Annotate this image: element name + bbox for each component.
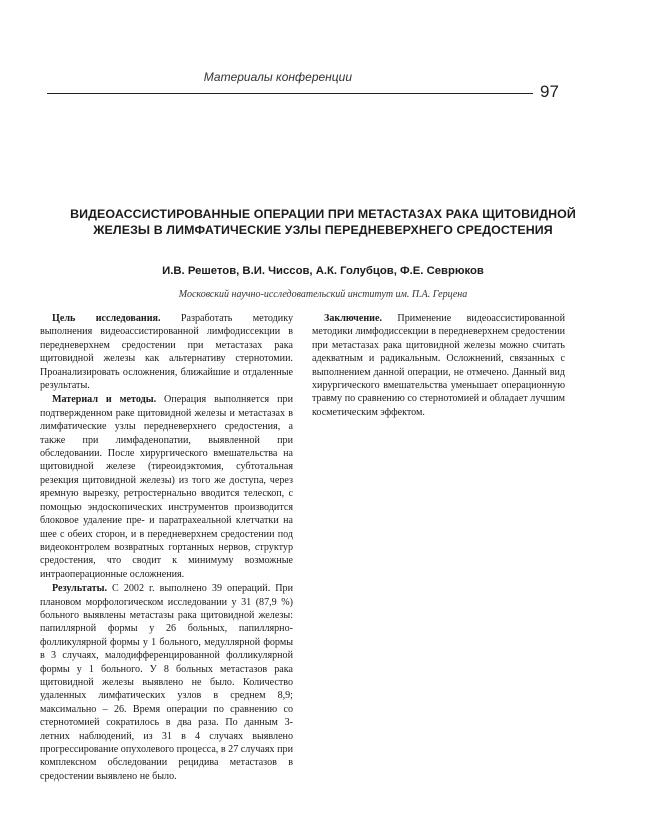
paragraph-results-text: С 2002 г. выполнено 39 операций. При плановом морфологическом исследовании у 31 (87,9 %) больного выявлены метастазы рака щитовидной железы: папиллярной формы у 26 больных, папиллярно-фолликулярной формы у 1 больного, медуллярной формы в 3 случаях, малодифференцированной фолликулярной формы у 1 больного. У 8 больных метастазов рака щитовидной железы выявлено не было. Количество удаленных лимфатических узлов в среднем 8,9; максимально – 26. Время операции по сравнению со стернотомией сократилось в два раза. По данным 3-летних наблюдений, из 31 в 4 случаях выявлено прогрессирование опухолевого процесса, в 27 случаях при комплексном обследовании рецидива метастазов в средостении выявлено не было. — [40, 583, 293, 782]
paragraph-conclusion — [312, 312, 565, 419]
paragraph-objective-text: Разработать методику выполнения видеоассистированной лимфодиссекции в передневерхнем средостении при метастазах рака щитовидной железы как альтернативу стернотомии. Проанализировать осложнения, ближайшие и отдаленные результаты. — [40, 313, 293, 392]
paragraph-results-heading: Результаты. — [52, 583, 107, 595]
body-column-right — [312, 312, 565, 420]
paragraph-objective-heading: Цель исследования. — [52, 313, 161, 324]
article-title-line-1: ВИДЕОАССИСТИРОВАННЫЕ ОПЕРАЦИИ ПРИ МЕТАСТАЗАХ РАКА ЩИТОВИДНОЙ — [70, 207, 576, 221]
page-number: 97 — [540, 82, 559, 101]
article-title-line-2: ЖЕЛЕЗЫ В ЛИМФАТИЧЕСКИЕ УЗЛЫ ПЕРЕДНЕВЕРХНЕГО СРЕДОСТЕНИЯ — [93, 223, 553, 237]
header-rule — [47, 93, 533, 94]
body-column-left — [40, 312, 293, 784]
article-authors: И.В. Решетов, В.И. Чиссов, А.К. Голубцов, Ф.Е. Севрюков — [162, 265, 484, 277]
article-affiliation: Московский научно-исследовательский институт им. П.А. Герцена — [178, 289, 468, 300]
paragraph-methods — [40, 393, 293, 581]
running-header-title: Материалы конференции — [203, 70, 352, 84]
running-header — [0, 70, 528, 84]
paragraph-conclusion-heading: Заключение. — [324, 313, 382, 324]
paragraph-methods-heading: Материал и методы. — [52, 394, 157, 406]
paragraph-objective — [40, 312, 293, 392]
article-title — [40, 206, 606, 238]
paragraph-methods-text: Операция выполняется при подтвержденном раке щитовидной железы и метастазах в лимфатические узлы передневерхнего средостения, а также при лимфаденопатии, выявленной при обследовании. После хирургического вмешательства на щитовидной железе (тиреоидэктомия, субтотальная резекция щитовидной железы) из того же доступа, через яремную вырезку, ретростернально вводится телескоп, с помощью эндоскопических инструментов производится блоковое удаление пре- и паратрахеальной клетчатки на шее с обеих сторон, и в передневерхнем средостении под видеоконтролем возвратных гортанных нервов, структур средостения, что сводит к минимуму возможные интраоперационные осложнения. — [40, 394, 293, 580]
paragraph-results — [40, 582, 293, 783]
paragraph-conclusion-text: Применение видеоассистированной методики лимфодиссекции в передневерхнем средостении при метастазах рака щитовидной железы можно считать адекватным и радикальным. Осложнений, связанных с выполнением данной операции, не отмечено. Данный вид хирургического вмешательства уменьшает операционную травму по сравнению со стернотомией и обладает лучшим косметическим эффектом. — [312, 313, 565, 418]
